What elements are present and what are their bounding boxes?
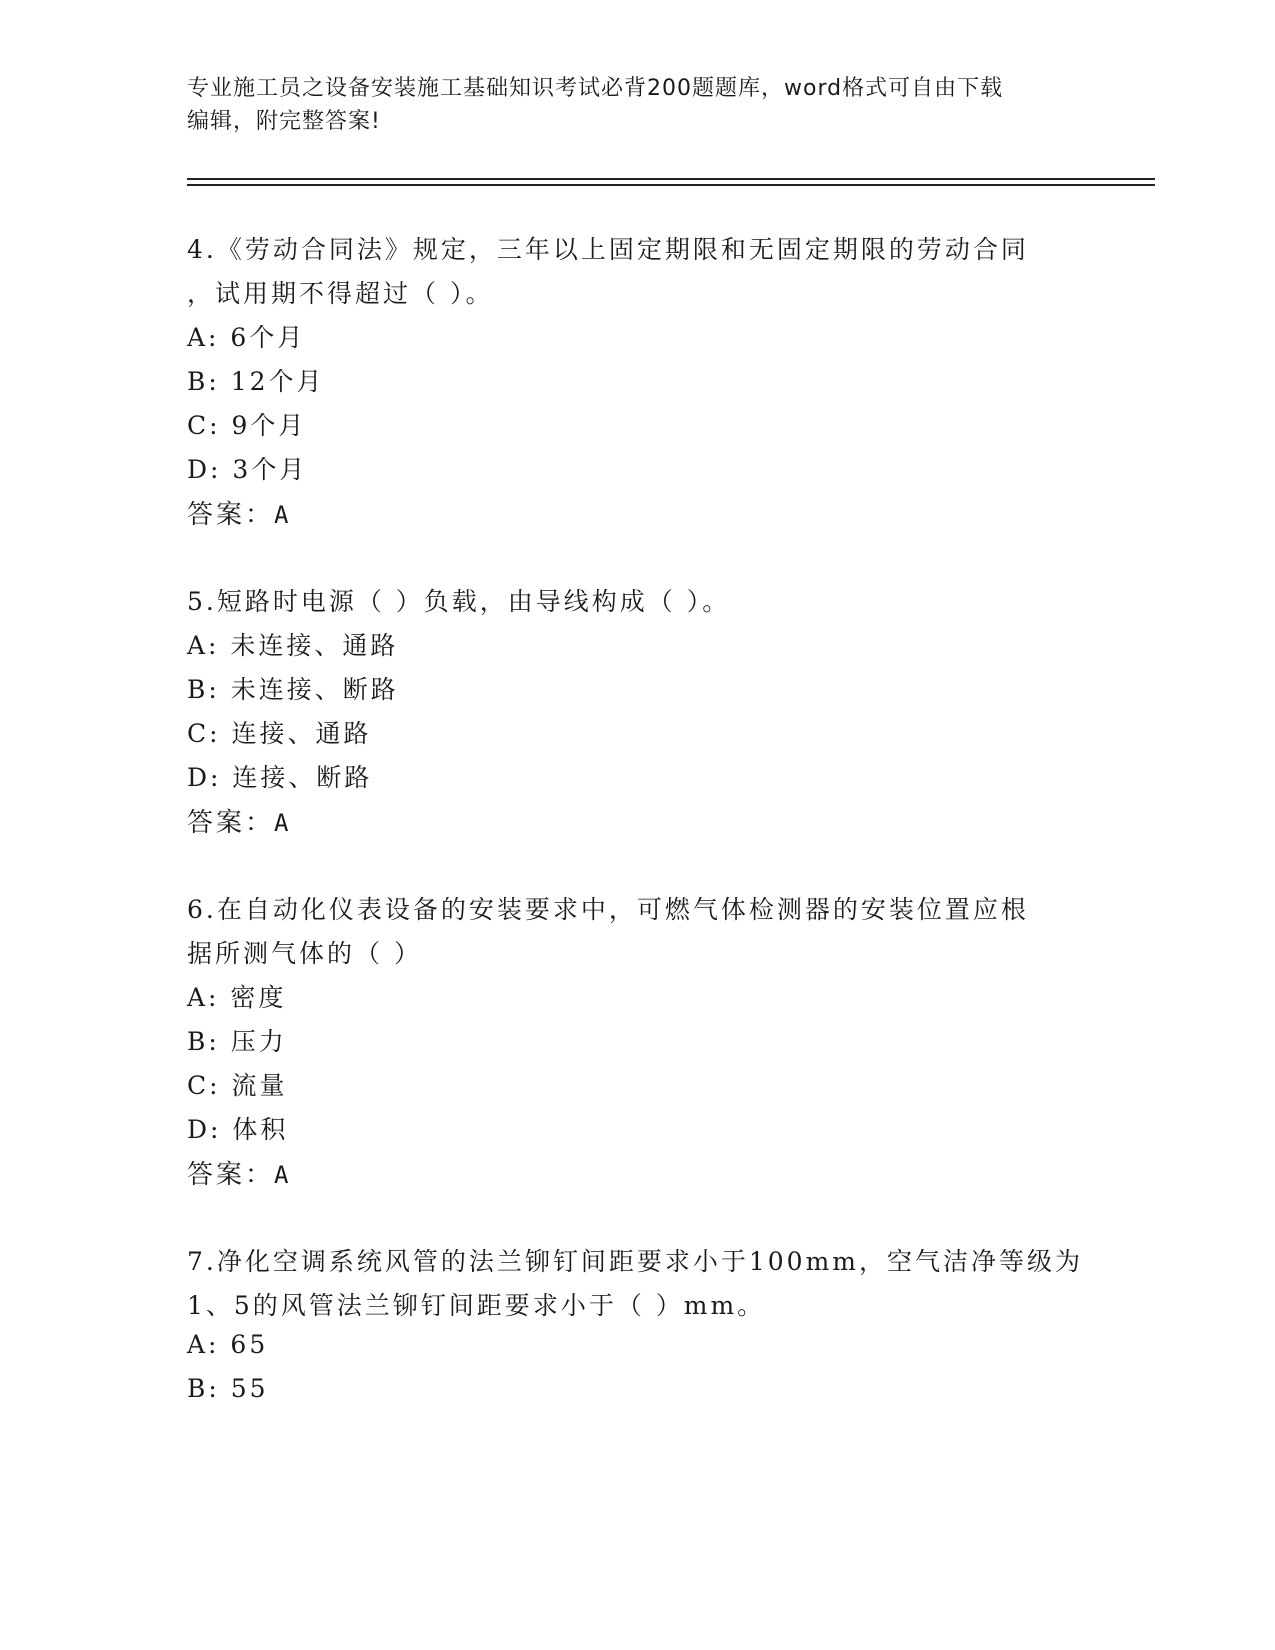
header-line-1: 专业施工员之设备安装施工基础知识考试必背200题题库，word格式可自由下载 — [187, 76, 1004, 101]
question-7-stem-line-2: 1、5的风管法兰铆钉间距要求小于（ ）mm。 — [187, 1291, 766, 1320]
question-6-answer — [187, 1154, 291, 1191]
question-4-option-c: C: 9个月 — [187, 411, 307, 440]
question-6-option-a: A: 密度 — [187, 983, 287, 1012]
question-4-stem-line-1: 4.《劳动合同法》规定，三年以上固定期限和无固定期限的劳动合同 — [187, 235, 1029, 264]
header-line-2: 编辑，附完整答案! — [187, 109, 381, 134]
question-7-option-b: B: 55 — [187, 1374, 269, 1403]
question-7-stem-line-1: 7.净化空调系统风管的法兰铆钉间距要求小于100mm，空气洁净等级为 — [187, 1247, 1083, 1276]
header-divider-top — [187, 178, 1155, 180]
question-4-stem-line-2: ，试用期不得超过（ ）。 — [187, 279, 494, 308]
question-5-stem-line-1: 5.短路时电源（ ）负载，由导线构成（ ）。 — [187, 587, 731, 616]
question-5-answer — [187, 802, 291, 839]
question-4-option-b: B: 12个月 — [187, 367, 325, 396]
question-6-option-d: D: 体积 — [187, 1115, 289, 1144]
answer-value: A — [274, 809, 292, 837]
question-5-option-d: D: 连接、断路 — [187, 763, 373, 792]
question-4-option-a: A: 6个月 — [187, 323, 306, 352]
document-header — [187, 72, 1067, 138]
question-5-option-c: C: 连接、通路 — [187, 719, 372, 748]
question-5-option-b: B: 未连接、断路 — [187, 675, 399, 704]
question-5-option-a: A: 未连接、通路 — [187, 631, 399, 660]
answer-value: A — [274, 501, 292, 529]
question-6-stem-line-1: 6.在自动化仪表设备的安装要求中，可燃气体检测器的安装位置应根 — [187, 895, 1029, 924]
question-6-option-c: C: 流量 — [187, 1071, 288, 1100]
answer-label: 答案： — [187, 1160, 275, 1190]
header-divider-bottom — [187, 184, 1155, 186]
answer-value: A — [274, 1161, 292, 1189]
answer-label: 答案： — [187, 808, 275, 838]
answer-label: 答案： — [187, 500, 275, 530]
question-4-option-d: D: 3个月 — [187, 455, 308, 484]
question-6-stem-line-2: 据所测气体的（ ） — [187, 939, 422, 968]
question-7-option-a: A: 65 — [187, 1330, 269, 1359]
question-6-option-b: B: 压力 — [187, 1027, 287, 1056]
question-4-answer — [187, 494, 291, 531]
